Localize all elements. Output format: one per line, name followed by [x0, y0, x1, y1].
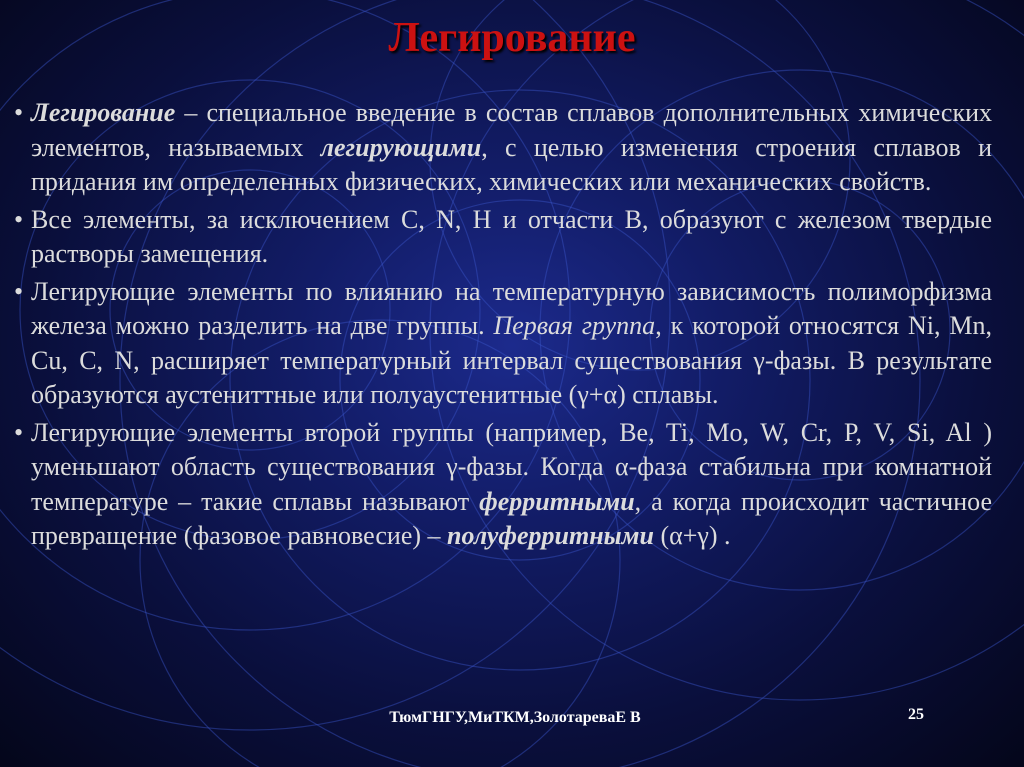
bullet-text: , к которой относятся Ni, Mn, Cu, C, N, расширяет температурный интервал существования γ-фазы. В результате образуются аустениттные или полуаустенитные (γ+α) сплавы.	[31, 311, 992, 409]
bullet-text: , с целью изменения строения сплавов и придания им определенных физических, химических или механических свойств.	[31, 132, 992, 196]
term-poluferritnymi: полуферритными	[447, 521, 654, 550]
bullet-item	[14, 96, 992, 200]
bullet-text: Легирующие элементы второй группы (например, Be, Ti, Mo, W, Cr, P, V, Si, Al ) уменьшают область существования γ-фазы. Когда α-фаза стабильна при комнатной температуре – такие сплавы называют	[31, 417, 992, 516]
term-legirovanie: Легирование	[31, 98, 176, 127]
slide-title: Легирование	[388, 15, 636, 61]
bullet-item	[14, 275, 992, 413]
bullet-text: Легирующие элементы по влиянию на температурную зависимость полиморфизма железа можно разделить на две группы.	[31, 276, 992, 340]
bullet-text: , а когда происходит частичное превращение (фазовое равновесие) –	[31, 486, 992, 550]
slide-body	[14, 96, 992, 557]
term-pervaya-gruppa: Первая группа	[493, 311, 656, 340]
bullet-text: Все элементы, за исключением C, N, H и отчасти B, образуют с железом твердые растворы замещения.	[31, 204, 992, 268]
footer-author: ТюмГНГУ,МиТКМ,ЗолотареваЕ В	[389, 709, 641, 726]
page-number: 25	[908, 706, 924, 723]
term-ferritnymi: ферритными	[479, 486, 635, 516]
term-legiruyushchimi: легирующими	[320, 132, 482, 162]
bullet-item	[14, 416, 992, 554]
bullet-text: – специальное введение в состав сплавов дополнительных химических элементов, называемых	[31, 98, 992, 162]
bullet-text: (α+γ) .	[653, 521, 731, 550]
bullet-item	[14, 203, 992, 272]
